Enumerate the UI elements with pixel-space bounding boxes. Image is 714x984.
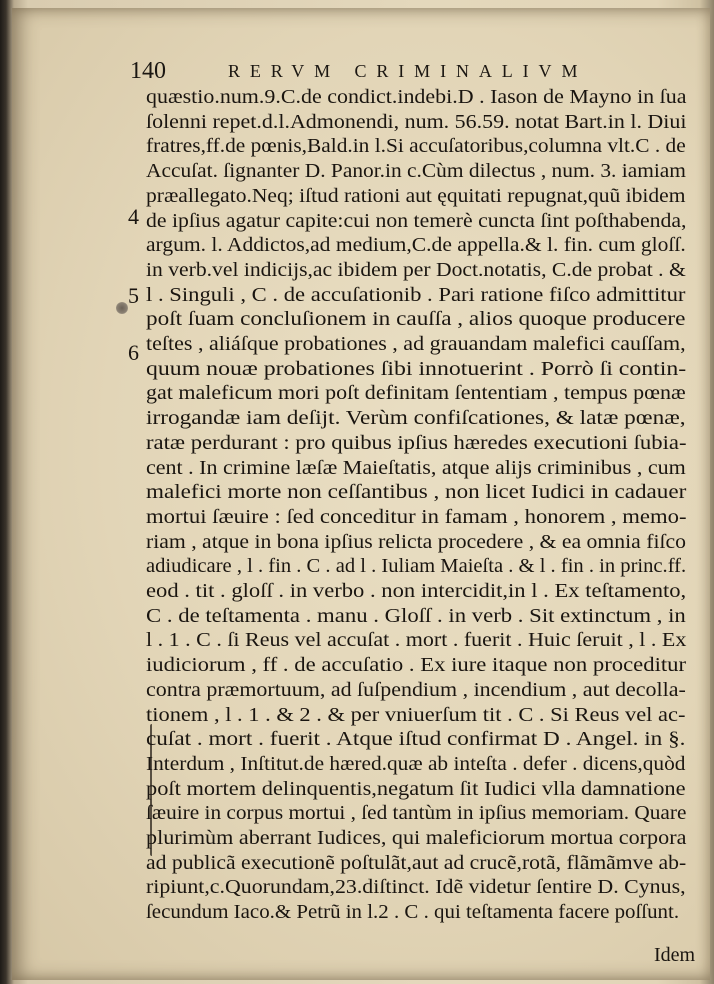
text-line: cuſat . mort . fuerit . Atque iſtud confirmat D . Angel. in §. — [146, 728, 686, 751]
text-line: præallegato.Neq; iſtud rationi aut ęquitati repugnat,quũ ibidem — [146, 184, 686, 207]
text-line: in verb.vel indicijs,ac ibidem per Doct.notatis, C.de probat . & — [146, 258, 686, 281]
text-line: poſt ſuam concluſionem in cauſſa , alios quoque producere — [146, 308, 686, 331]
text-line: ſecundum Iaco.& Petrũ in l.2 . C . qui teſtamenta facere poſſunt. — [146, 901, 680, 924]
ink-stain — [116, 302, 128, 314]
margin-number-5: 5 — [128, 283, 139, 308]
text-line: argum. l. Addictos,ad medium,C.de appella.& l. fin. cum gloſſ. — [146, 234, 686, 257]
text-line: gat maleficum mori poſt definitam ſententiam , tempus pœnæ — [146, 382, 686, 405]
text-line: ſæuire in corpus mortui , ſed tantùm in ipſius memoriam. Quare — [146, 802, 687, 825]
text-line: quum nouæ probationes ſibi innotuerint . Porrò ſi contin- — [146, 357, 687, 380]
text-line: teſtes , aliáſque probationes , ad grauandam malefici cauſſam, — [146, 333, 686, 355]
text-line: C . de teſtamenta . manu . Gloſſ . in verb . Sit extinctum , in — [146, 604, 686, 627]
text-line: adiudicare , l . fin . C . ad l . Iuliam Maieſta . & l . fin . in princ.ff. — [146, 555, 687, 578]
text-line: mortui ſæuire : ſed conceditur in famam , honorem , memo- — [146, 505, 687, 528]
folio-number: 140 — [130, 58, 166, 84]
catchword: Idem — [654, 944, 696, 966]
text-line: fratres,ff.de pœnis,Bald.in l.Si accuſatoribus,columna vlt.C . de — [146, 135, 686, 158]
text-line: poſt mortem delinquentis,negatum ſit Iudici vlla damnatione — [146, 777, 686, 800]
text-line: contra præmortuum, ad ſuſpendium , incendium , aut decolla- — [146, 678, 686, 701]
text-line: ratæ perdurant : pro quibus ipſius hæredes executioni ſubia- — [146, 431, 687, 454]
text-line: eod . tit . gloſſ . in verbo . non intercidit,in l . Ex teſtamento, — [146, 580, 687, 602]
text-line: Accuſat. ſignanter D. Panor.in c.Cùm dilectus , num. 3. iamiam — [146, 160, 686, 183]
text-line: ad publicã executionẽ poſtulãt,aut ad crucẽ,rotã, flãmãmve ab- — [146, 851, 687, 874]
text-line: riam , atque in bona ipſius relicta procedere , & ea omnia fiſco — [146, 530, 687, 553]
text-line: Interdum , Inſtitut.de hæred.quæ ab inteſta . defer . dicens,quòd — [146, 752, 686, 775]
text-line: quæstio.num.9.C.de condict.indebi.D . Iason de Mayno in ſua — [146, 86, 687, 108]
running-title: RERVM CRIMINALIVM — [228, 61, 588, 81]
text-line: l . Singuli , C . de accuſationib . Pari ratione fiſco admittitur — [146, 283, 686, 306]
text-line: tionem , l . 1 . & 2 . & per vniuerſum tit . C . Si Reus vel ac- — [146, 703, 686, 726]
text-line: irrogandæ iam deſijt. Verùm confiſcationes, & latæ pœnæ, — [146, 407, 686, 430]
text-line: ſolenni repet.d.l.Admonendi, num. 56.59. notat Bart.in l. Diui — [146, 110, 687, 133]
text-line: cent . In crimine læſæ Maieſtatis, atque alijs criminibus , cum — [146, 456, 686, 479]
margin-number-6: 6 — [128, 340, 139, 365]
margin-number-4: 4 — [128, 204, 139, 229]
text-line: l . 1 . C . ſi Reus vel accuſat . mort . fuerit . Huic ſeruit , l . Ex — [146, 629, 687, 652]
text-line: de ipſius agatur capite:cui non temerè cuncta ſint poſthabenda, — [146, 209, 687, 232]
text-line: iudiciorum , ff . de accuſatio . Ex iure itaque non proceditur — [146, 654, 687, 677]
text-line: plurimùm aberrant Iudices, qui maleficiorum mortua corpora — [146, 827, 687, 849]
text-line: ripiunt,c.Quorundam,23.diſtinct. Idẽ videtur ſentire D. Cynus, — [146, 876, 686, 899]
text-line: malefici morte non ceſſantibus , non licet Iudici in cadauer — [146, 481, 687, 504]
